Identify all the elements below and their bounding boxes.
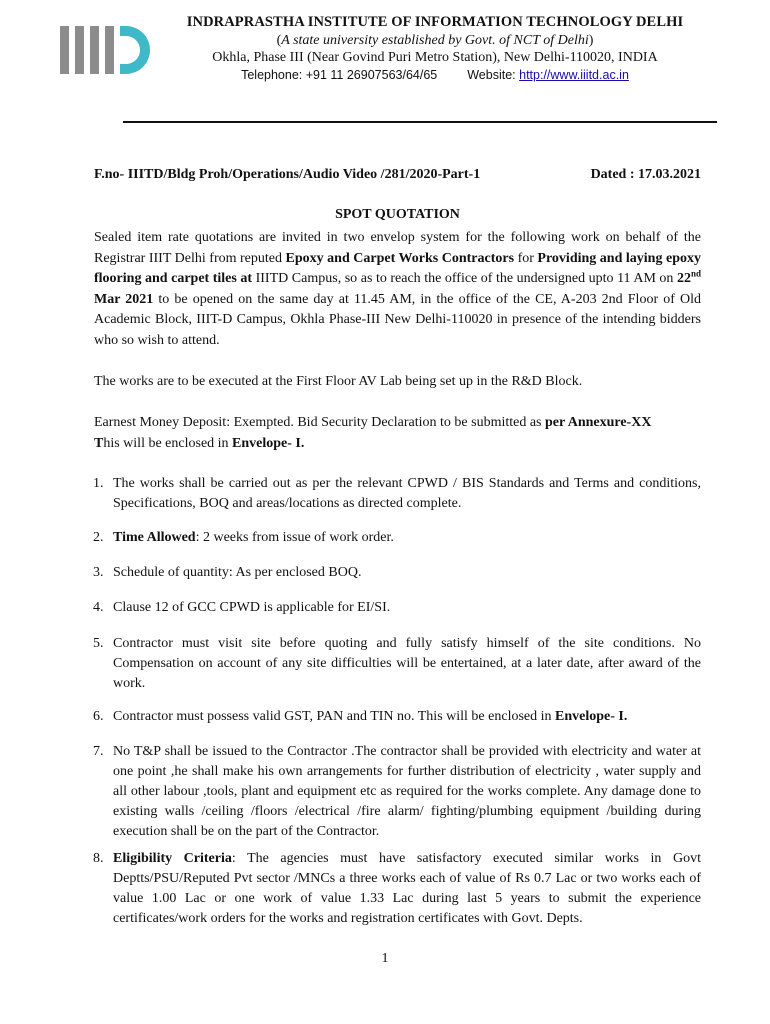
list-item — [94, 742, 701, 842]
list-item-text: Contractor must visit site before quoting and fully satisfy himself of the site conditions. No Compensation on account of any site difficulties will be entertained, at a later date, after award of the work. — [113, 636, 701, 691]
iiitd-logo — [60, 24, 150, 76]
list-item-number: 8. — [93, 851, 104, 866]
list-item-text: : 2 weeks from issue of work order. — [195, 530, 394, 545]
list-item-number: 6. — [93, 709, 104, 724]
list-item-number: 5. — [93, 636, 104, 651]
list-item — [94, 634, 701, 694]
list-item — [94, 849, 701, 929]
page-number: 1 — [381, 951, 389, 966]
location-paragraph: The works are to be executed at the First Floor AV Lab being set up in the R&D Block. — [94, 374, 583, 389]
list-item-number: 2. — [93, 530, 104, 545]
list-item-text: No T&P shall be issued to the Contractor .The contractor shall be provided with electricity and water at one point ,he shall make his own arrangements for further distribution of electricity , water supply and all other labour ,tools, plant and equipment etc as required for the works complete. Any damage done to existing walls /ceiling /floors /electrical /fire alarm/ fighting/plumbing equipment /building during execution shall be on the part of the Contractor. — [113, 744, 701, 839]
institute-address: Okhla, Phase III (Near Govind Puri Metro Station), New Delhi-110020, INDIA — [212, 50, 658, 65]
telephone: Telephone: +91 11 26907563/64/65 — [241, 68, 438, 82]
list-item-number: 1. — [93, 476, 104, 491]
document-title: SPOT QUOTATION — [335, 207, 460, 222]
list-item — [94, 707, 701, 727]
document-date: Dated : 17.03.2021 — [590, 167, 701, 182]
intro-paragraph: Sealed item rate quotations are invited in two envelop system for the following work on behalf of the Registrar IIIT Delhi from reputed Epoxy and Carpet Works Contractors for Providing and laying epoxy flooring and carpet tiles at IIITD Campus, so as to reach the office of the undersigned upto 11 AM on 22nd Mar 2021 to be opened on the same day at 11.45 AM, in the office of the CE, A-203 2nd Floor of Old Academic Block, IIIT-D Campus, Okhla Phase-III New Delhi-110020 in presence of the intending bidders who so wish to attend. — [94, 230, 701, 348]
institute-subtitle: (A state university established by Govt. of NCT of Delhi) — [276, 33, 594, 48]
emd-paragraph: Earnest Money Deposit: Exempted. Bid Security Declaration to be submitted as per Annexure-XX This will be enclosed in Envelope- I. — [94, 415, 652, 451]
institute-name: INDRAPRASTHA INSTITUTE OF INFORMATION TECHNOLOGY DELHI — [186, 14, 684, 30]
list-item — [94, 598, 701, 618]
list-item-text: Clause 12 of GCC CPWD is applicable for EI/SI. — [113, 600, 391, 615]
list-item — [94, 563, 701, 583]
list-item-text: Schedule of quantity: As per enclosed BOQ. — [113, 565, 362, 580]
list-item-text: The works shall be carried out as per the relevant CPWD / BIS Standards and Terms and conditions, Specifications, BOQ and areas/locations as directed complete. — [113, 476, 701, 511]
list-item-number: 7. — [93, 744, 104, 759]
list-item-text: Contractor must possess valid GST, PAN and TIN no. This will be enclosed in — [113, 709, 556, 724]
list-item-number: 3. — [93, 565, 104, 580]
contact-line — [150, 68, 720, 82]
list-item — [94, 474, 701, 514]
header-rule — [123, 121, 717, 123]
list-item — [94, 528, 701, 548]
reference-line — [94, 167, 701, 183]
list-item-heading: Time Allowed — [113, 530, 196, 545]
file-number: F.no- IIITD/Bldg Proh/Operations/Audio Video /281/2020-Part-1 — [94, 167, 481, 182]
list-item-text: : The agencies must have satisfactory executed similar works in Govt Deptts/PSU/Reputed Pvt sector /MNCs a three works each of value of Rs 0.7 Lac or two works each of value 1.00 Lac or one work of value 1.33 Lac during last 5 years to submit the experience certificates/work orders for the works and registration certificates with Govt. Depts. — [113, 851, 701, 926]
website-link[interactable]: http://www.iiitd.ac.in — [519, 68, 629, 82]
list-item-number: 4. — [93, 600, 104, 615]
list-item-emphasis: Envelope- I. — [555, 709, 628, 724]
list-item-heading: Eligibility Criteria — [113, 851, 232, 866]
website-label: Website: — [467, 68, 516, 82]
